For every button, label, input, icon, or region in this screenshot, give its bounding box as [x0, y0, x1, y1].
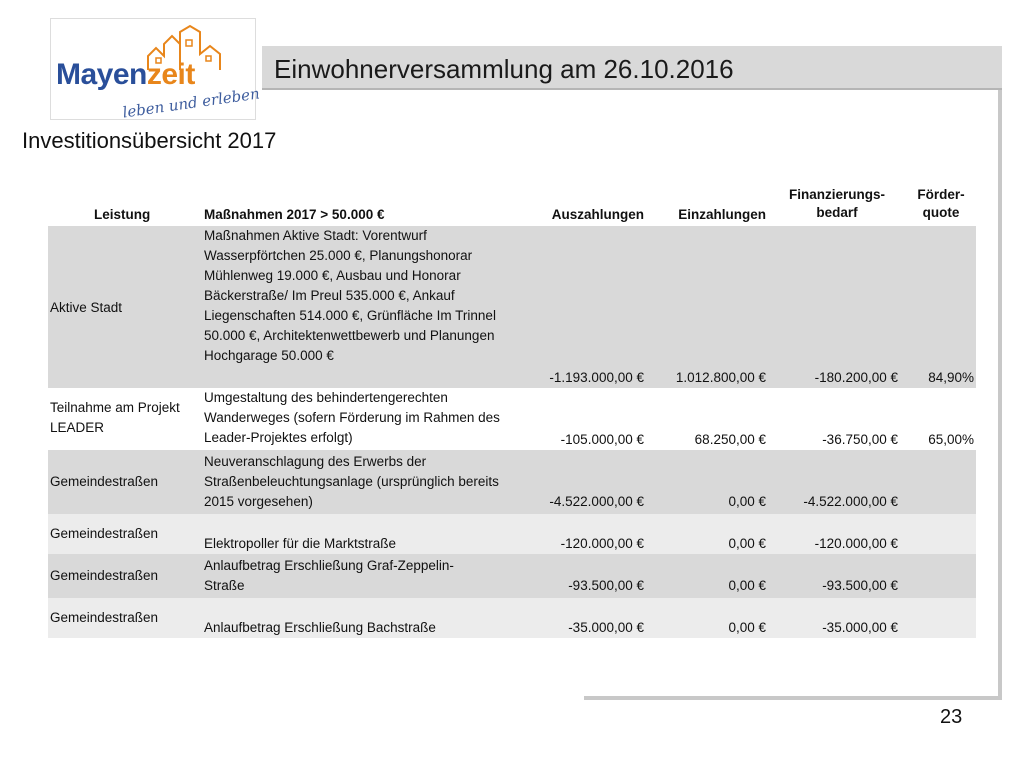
cell-finanzierungsbedarf: -180.200,00 €: [814, 370, 898, 385]
table-row: [48, 514, 976, 554]
cell-auszahlungen: -1.193.000,00 €: [549, 370, 644, 385]
cell-leistung: Gemeindestraßen: [50, 610, 159, 625]
cell-finanzierungsbedarf: -120.000,00 €: [814, 536, 898, 551]
table-row: [48, 598, 976, 638]
cell-auszahlungen: -35.000,00 €: [568, 620, 644, 635]
header-auszahlungen: Auszahlungen: [551, 207, 644, 222]
frame-border-right: [998, 90, 1002, 700]
logo-tagline: leben und erleben: [121, 84, 261, 122]
header-quote-line2: quote: [922, 205, 960, 220]
table-row: [48, 226, 976, 388]
cell-leistung: Gemeindestraßen: [50, 568, 159, 583]
header-finanzierung-line1: Finanzierungs-: [788, 187, 885, 202]
table-row: [48, 450, 976, 514]
header-finanzierung-line2: bedarf: [816, 205, 858, 220]
cell-einzahlungen: 0,00 €: [728, 536, 766, 551]
header-einzahlungen: Einzahlungen: [678, 207, 766, 222]
frame-border-bottom: [584, 696, 1002, 700]
cell-leistung: Teilnahme am Projekt LEADER: [50, 400, 180, 435]
header-quote-line1: Förder-: [917, 187, 965, 202]
cell-massnahmen: Umgestaltung des behindertengerechten Wanderweges (sofern Förderung im Rahmen des Leader-Projektes erfolgt): [204, 390, 500, 445]
page-number: 23: [940, 706, 963, 728]
investment-table: [48, 178, 976, 638]
cell-auszahlungen: -120.000,00 €: [560, 536, 644, 551]
cell-einzahlungen: 1.012.800,00 €: [675, 370, 766, 385]
cell-einzahlungen: 0,00 €: [728, 494, 766, 509]
header-finanzierungsbedarf: [776, 186, 898, 222]
cell-massnahmen: Anlaufbetrag Erschließung Bachstraße: [204, 620, 436, 635]
cell-auszahlungen: -4.522.000,00 €: [549, 494, 644, 509]
cell-einzahlungen: 0,00 €: [728, 620, 766, 635]
cell-leistung: Gemeindestraßen: [50, 526, 159, 541]
section-subtitle: Investitionsübersicht 2017: [22, 128, 277, 153]
cell-einzahlungen: 68.250,00 €: [694, 432, 766, 447]
logo-wordmark: [56, 58, 195, 92]
cell-auszahlungen: -93.500,00 €: [568, 578, 644, 593]
mayenzeit-logo: [50, 18, 261, 122]
cell-einzahlungen: 0,00 €: [728, 578, 766, 593]
cell-finanzierungsbedarf: -4.522.000,00 €: [803, 494, 898, 509]
logo-word-zeit: zeit: [146, 58, 195, 91]
cell-leistung: Gemeindestraßen: [50, 474, 159, 489]
header-massnahmen: Maßnahmen 2017 > 50.000 €: [204, 207, 385, 222]
header-foerderquote: [906, 186, 976, 222]
cell-finanzierungsbedarf: -93.500,00 €: [822, 578, 898, 593]
logo-word-mayen: Mayen: [56, 58, 147, 91]
cell-auszahlungen: -105.000,00 €: [560, 432, 644, 447]
cell-foerderquote: 65,00%: [928, 432, 974, 447]
table-row: [48, 554, 976, 598]
cell-leistung: Aktive Stadt: [50, 300, 123, 315]
header-leistung: Leistung: [94, 207, 151, 222]
page-title: Einwohnerversammlung am 26.10.2016: [274, 54, 734, 84]
cell-finanzierungsbedarf: -36.750,00 €: [822, 432, 898, 447]
table-header: [48, 178, 976, 226]
cell-massnahmen: Anlaufbetrag Erschließung Graf-Zeppelin-Straße: [204, 558, 454, 593]
title-bar: [262, 46, 1002, 90]
cell-massnahmen: Neuveranschlagung des Erwerbs der Straßenbeleuchtungsanlage (ursprünglich bereits 2015 vorgesehen): [204, 454, 499, 509]
table-row: [48, 388, 976, 450]
cell-massnahmen: Elektropoller für die Marktstraße: [204, 536, 397, 551]
cell-finanzierungsbedarf: -35.000,00 €: [822, 620, 898, 635]
cell-foerderquote: 84,90%: [928, 370, 974, 385]
cell-massnahmen: Maßnahmen Aktive Stadt: Vorentwurf Wasserpförtchen 25.000 €, Planungshonorar Mühlenweg 19.000 €, Ausbau und Honorar Bäckerstraße/ Im Preul 535.000 €, Ankauf Liegenschaften 514.000 €, Grünfläche Im Trinnel 50.000 €, Architektenwettbewerb und Planungen Hochgarage 50.000 €: [204, 228, 496, 363]
